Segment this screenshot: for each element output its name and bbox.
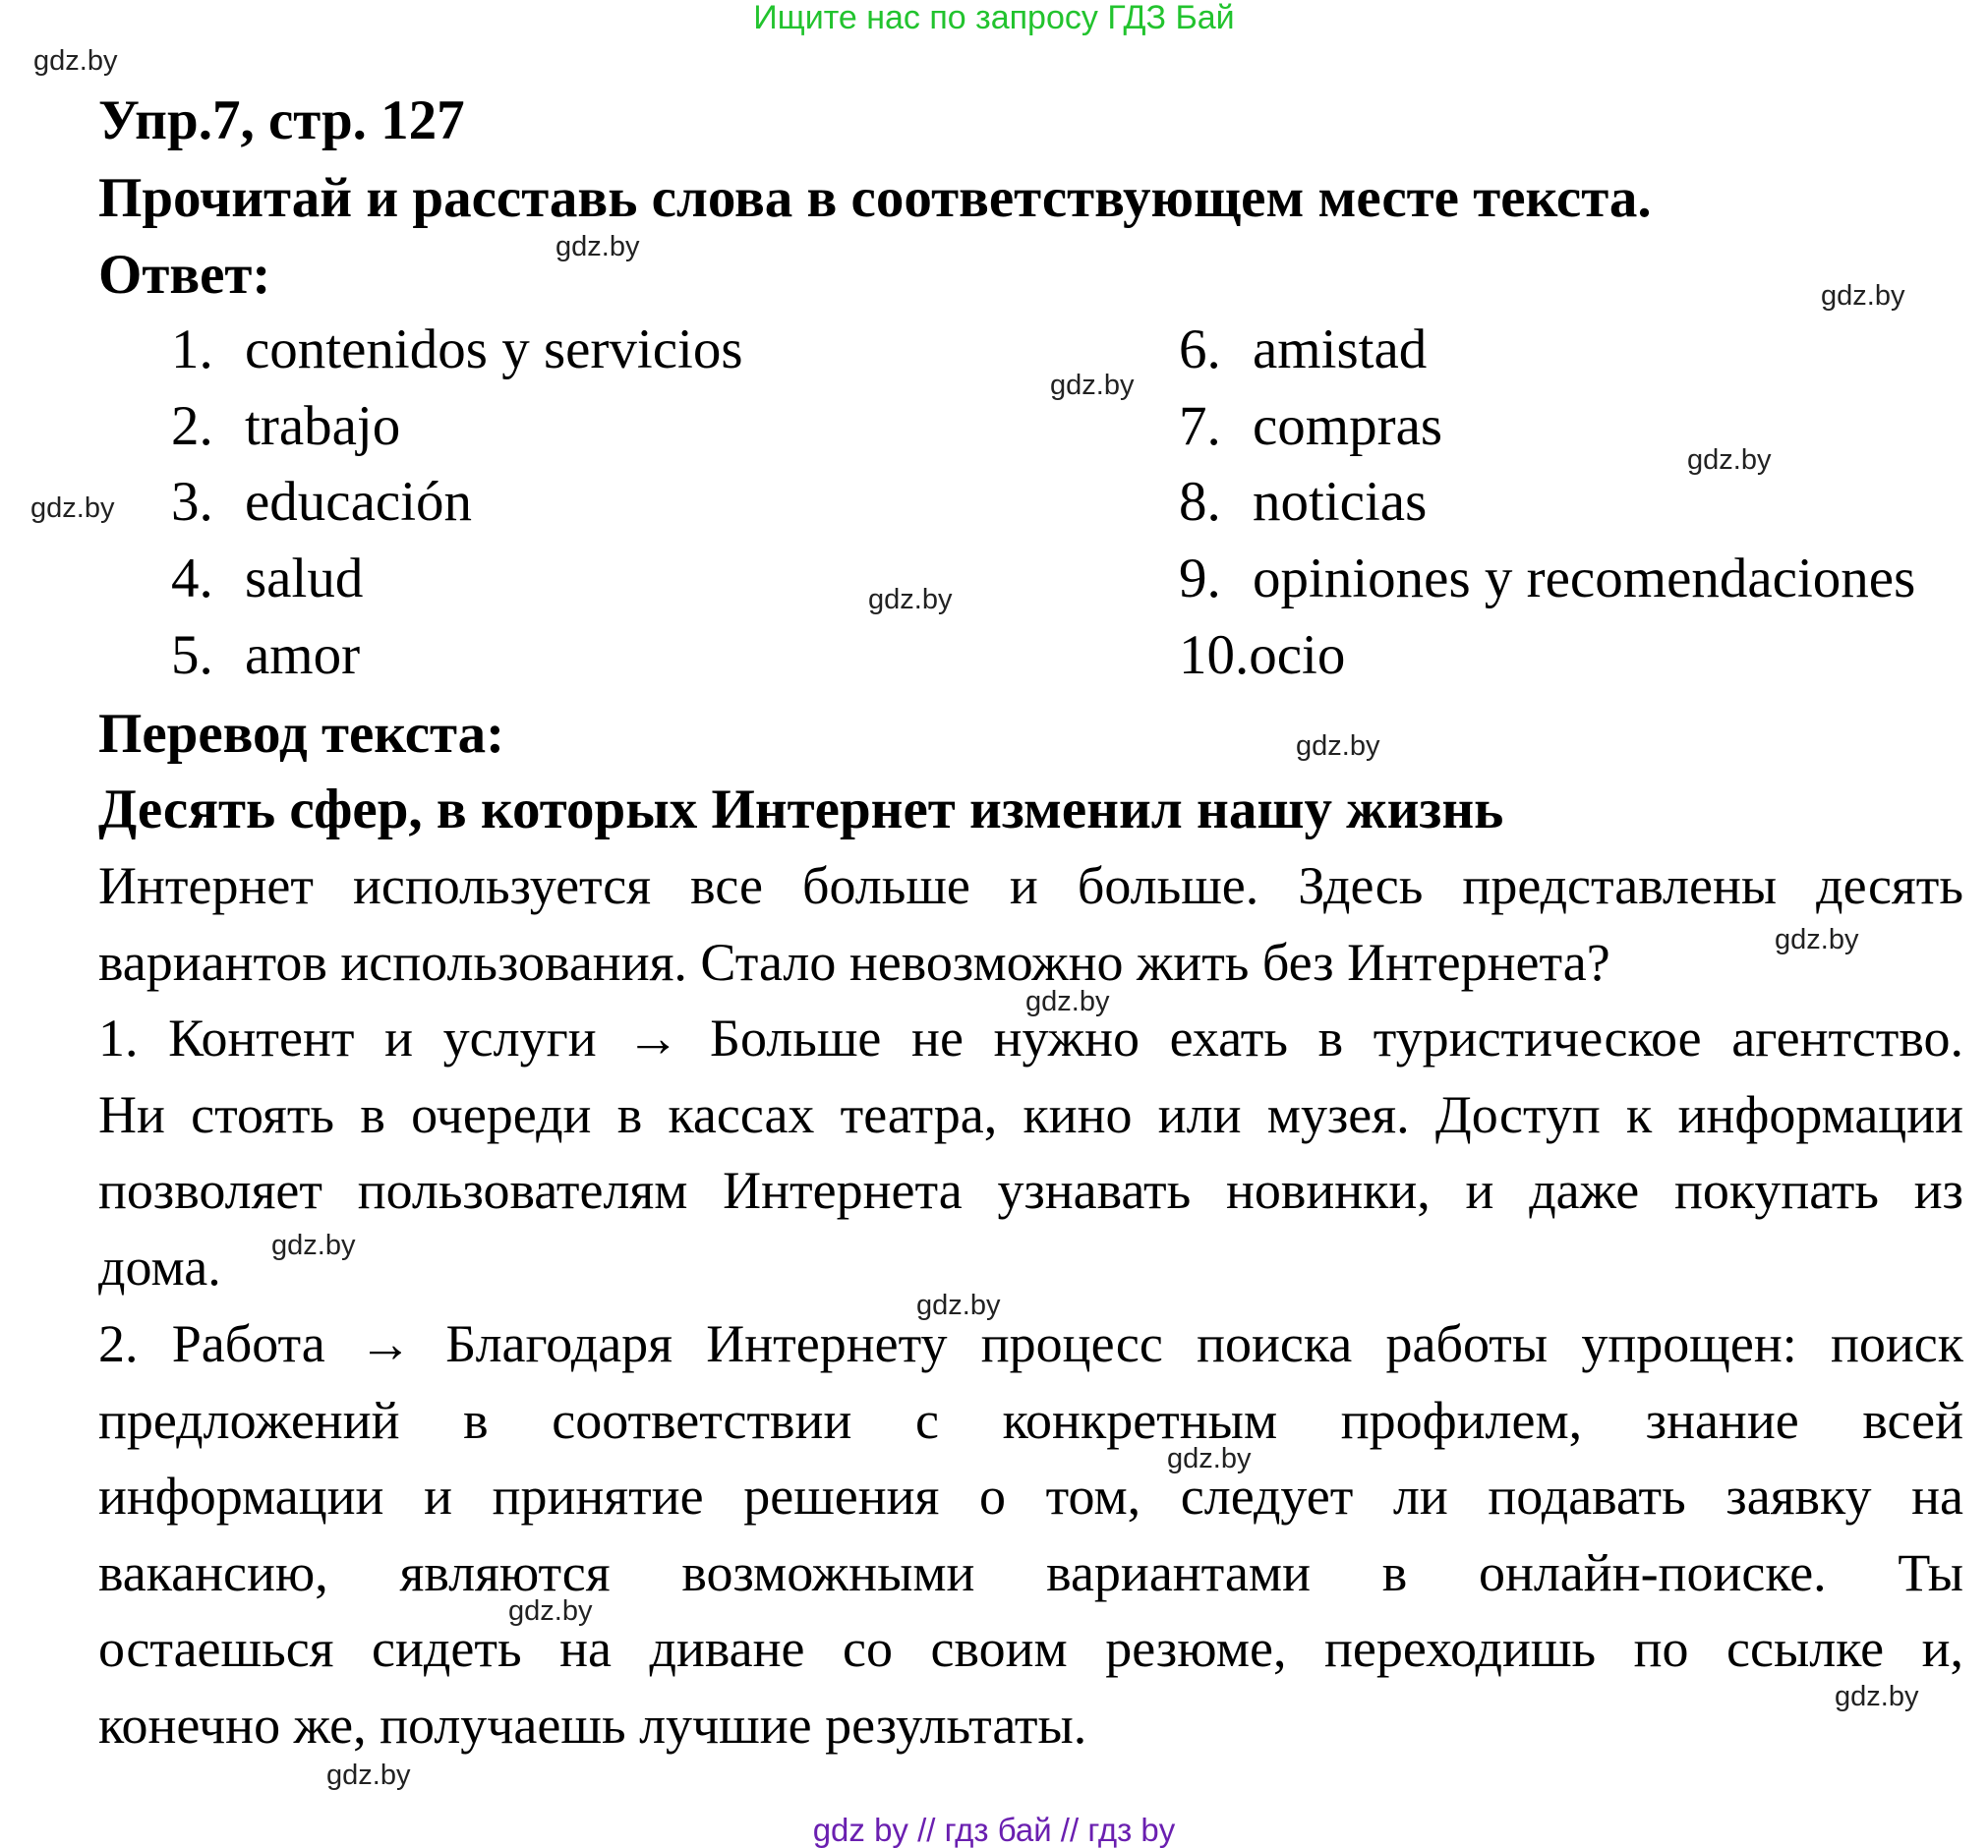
answer-number: 10. — [1179, 624, 1250, 686]
answer-text: compras — [1253, 395, 1443, 457]
text-line: 1. Контент и услуги → Больше не нужно ехать в туристическое агентство. — [98, 1009, 1963, 1068]
text-line: остаешься сидеть на диване со своим резюме, переходишь по ссылке и, — [98, 1619, 1963, 1679]
exercise-title: Упр.7, стр. 127 — [98, 89, 465, 151]
answer-text: amor — [245, 624, 361, 686]
answer-number: 2. — [171, 395, 213, 457]
watermark: gdz.by — [1025, 986, 1110, 1017]
answer-text: trabajo — [245, 395, 401, 457]
paragraph-2 — [98, 1306, 1963, 1764]
answer-item — [1179, 549, 1915, 610]
bottom-banner: gdz by // гдз бай // гдз by — [812, 1812, 1176, 1848]
watermark: gdz.by — [1687, 444, 1772, 476]
text-line: предложений в соответствии с конкретным профилем, знание всей — [98, 1390, 1963, 1450]
answer-item — [171, 396, 400, 458]
answer-item — [171, 319, 743, 381]
text-line: дома. — [98, 1237, 221, 1297]
text-line: информации и принятие решения о том, следует ли подавать заявку на — [98, 1467, 1963, 1527]
intro-paragraph — [98, 848, 1963, 1001]
answer-number: 4. — [171, 548, 213, 609]
answer-item — [1179, 319, 1427, 381]
answer-number: 1. — [171, 318, 213, 380]
translation-label: Перевод текста: — [98, 703, 505, 765]
answer-item — [1179, 396, 1442, 458]
text-line: Интернет используется все больше и больше. Здесь представлены десять — [98, 856, 1963, 915]
answer-number: 9. — [1179, 548, 1221, 609]
watermark: gdz.by — [868, 584, 953, 615]
watermark: gdz.by — [271, 1230, 356, 1261]
text-line: вариантов использования. Стало невозможно жить без Интернета? — [98, 932, 1610, 992]
watermark: gdz.by — [1835, 1681, 1919, 1712]
watermark: gdz.by — [33, 45, 118, 77]
watermark: gdz.by — [1296, 730, 1380, 762]
task-instruction: Прочитай и расставь слова в соответствующем месте текста. — [98, 167, 1652, 229]
text-line: Ни стоять в очереди в кассах театра, кино или музея. Доступ к информации — [98, 1084, 1963, 1144]
answer-number: 6. — [1179, 318, 1221, 380]
text-line: позволяет пользователям Интернета узнавать новинки, и даже покупать из — [98, 1161, 1963, 1221]
text-line: конечно же, получаешь лучшие результаты. — [98, 1695, 1087, 1755]
watermark: gdz.by — [555, 231, 640, 262]
answer-number: 3. — [171, 471, 213, 533]
paragraph-1 — [98, 1001, 1963, 1305]
watermark: gdz.by — [1775, 924, 1859, 955]
answer-text: ocio — [1249, 624, 1346, 686]
answer-text: opiniones y recomendaciones — [1253, 548, 1916, 609]
answer-text: salud — [245, 548, 364, 609]
answer-item — [1179, 625, 1345, 687]
answer-text: educación — [245, 471, 473, 533]
answer-item — [171, 472, 472, 534]
answer-number: 5. — [171, 624, 213, 686]
answer-item — [171, 549, 363, 610]
answer-item — [171, 625, 360, 687]
top-banner: Ищите нас по запросу ГДЗ Бай — [753, 0, 1235, 36]
answer-number: 8. — [1179, 471, 1221, 533]
answer-number: 7. — [1179, 395, 1221, 457]
answer-text: noticias — [1253, 471, 1428, 533]
text-line: 2. Работа → Благодаря Интернету процесс поиска работы упрощен: поиск — [98, 1314, 1963, 1373]
watermark: gdz.by — [508, 1595, 593, 1627]
watermark: gdz.by — [1050, 370, 1135, 401]
watermark: gdz.by — [1167, 1443, 1252, 1474]
watermark: gdz.by — [916, 1290, 1001, 1321]
watermark: gdz.by — [1821, 280, 1905, 312]
translation-title: Десять сфер, в которых Интернет изменил нашу жизнь — [98, 779, 1504, 840]
answer-item — [1179, 472, 1427, 534]
watermark: gdz.by — [326, 1760, 411, 1791]
answer-text: contenidos y servicios — [245, 318, 743, 380]
answer-text: amistad — [1253, 318, 1428, 380]
text-line: вакансию, являются возможными вариантами в онлайн-поиске. Ты — [98, 1542, 1963, 1602]
answer-label: Ответ: — [98, 244, 271, 306]
watermark: gdz.by — [30, 492, 115, 524]
